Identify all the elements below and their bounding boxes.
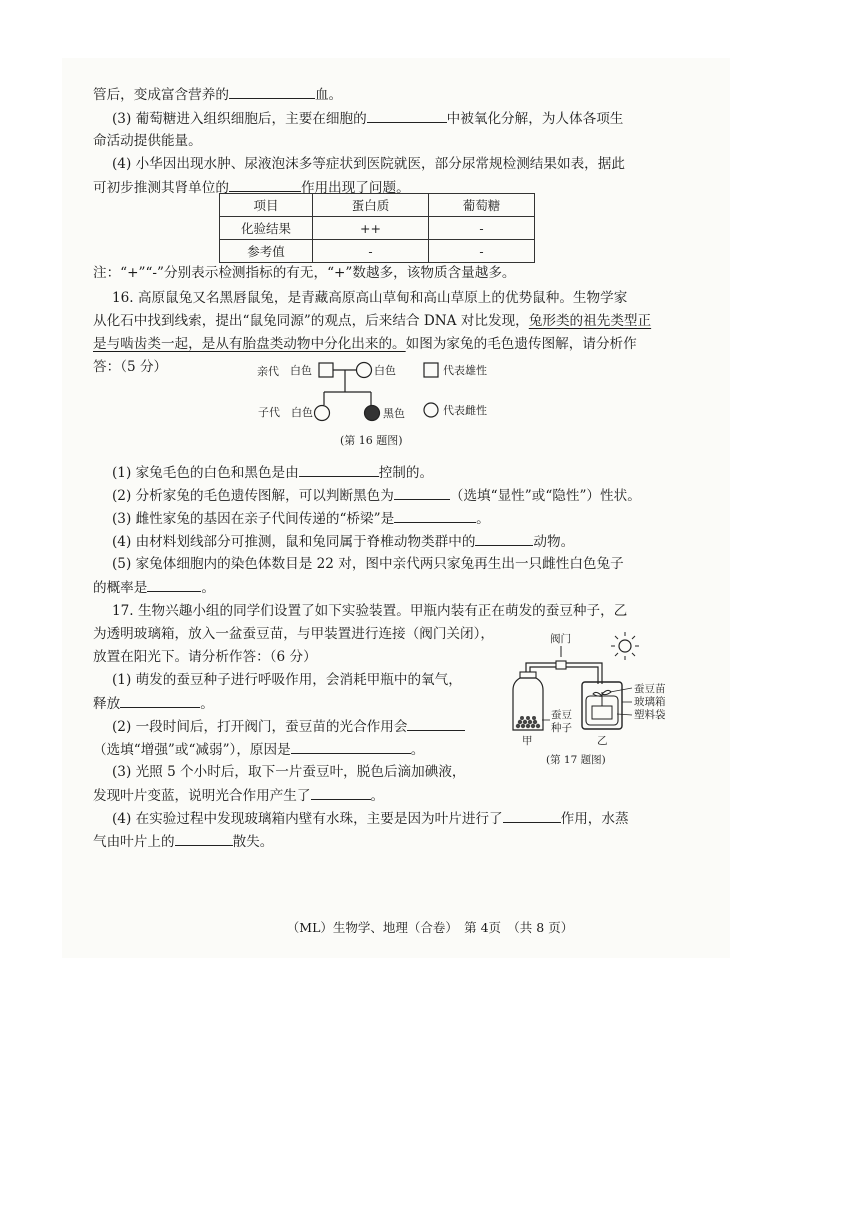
experiment-apparatus-figure [500, 630, 685, 770]
table-cell: ++ [313, 217, 429, 240]
q17-item-3-cont: 发现叶片变蓝，说明光合作用产生了 。 [93, 785, 384, 806]
seedling-label: 蚕豆苗 [634, 683, 666, 695]
rabbit-pedigree-figure [0, 0, 860, 460]
q15-item-3-cont: 命活动提供能量。 [93, 133, 202, 149]
table-cell: - [429, 217, 535, 240]
figure-17-caption: (第 17 题图) [546, 754, 606, 766]
page-footer: （ML）生物学、地理（合卷） 第 4页 （共 8 页） [286, 920, 574, 935]
sun-icon [611, 632, 639, 660]
q16-stem-4: 答：（5 分） [93, 359, 168, 375]
bean-seeds-icon [516, 716, 540, 728]
q17-item-3: (3) 光照 5 个小时后，取下一片蚕豆叶，脱色后滴加碘液， [112, 764, 466, 780]
parent-generation-label: 亲代 [257, 365, 279, 378]
q16-stem-2: 从化石中找到线索，提出“鼠兔同源”的观点，后来结合 DNA 对比发现，兔形类的祖先类型正 [93, 313, 652, 329]
seeds-label-1: 蚕豆 [551, 709, 572, 721]
seeds-label-2: 种子 [551, 722, 572, 734]
child-generation-label: 子代 [258, 406, 280, 419]
q15-item-4-cont: 可初步推测其肾单位的 作用出现了问题。 [93, 177, 410, 198]
q16-item-2: (2) 分析家兔的毛色遗传图解，可以判断黑色为 （选填“显性”或“隐性”）性状。 [112, 485, 641, 506]
legend-female-symbol [424, 403, 438, 417]
white-female-child-symbol [315, 406, 330, 421]
q15-item-4: (4) 小华因出现水肿、尿液泡沫多等症状到医院就医，部分尿常规检测结果如表，据此 [112, 156, 625, 172]
q17-item-4-cont: 气由叶片上的 散失。 [93, 831, 273, 852]
table-cell: - [429, 240, 535, 263]
table-cell: 参考值 [220, 240, 313, 263]
legend-male-label: 代表雄性 [443, 364, 487, 377]
q17-item-1-cont: 释放 。 [93, 693, 214, 714]
q15-item-3: (3) 葡萄糖进入组织细胞后，主要在细胞的 中被氧化分解，为人体各项生 [112, 108, 623, 129]
mother-color-label: 白色 [374, 364, 396, 377]
q15-line-blood: 管后，变成富含营养的 血。 [93, 84, 342, 105]
glass-box-yi [582, 682, 622, 729]
q17-item-2-cont: （选填“增强”或“减弱”），原因是 。 [93, 739, 424, 760]
q15-note: 注：“+”“-”分别表示检测指标的有无，“+”数越多，该物质含量越多。 [93, 265, 516, 281]
q17-stem-1: 17. 生物兴趣小组的同学们设置了如下实验装置。甲瓶内装有正在萌发的蚕豆种子，乙 [112, 603, 628, 619]
table-header: 葡萄糖 [429, 194, 535, 217]
table-header: 蛋白质 [313, 194, 429, 217]
black-female-child-symbol [365, 406, 380, 421]
glass-box-label: 玻璃箱 [634, 696, 666, 708]
female-parent-symbol [357, 363, 372, 378]
jar-jia [513, 672, 543, 730]
child-black-label: 黑色 [383, 407, 405, 420]
q16-stem-3: 是与啮齿类一起，是从有胎盘类动物中分化出来的。如图为家兔的毛色遗传图解，请分析作 [93, 336, 637, 352]
bean-seedling-icon [593, 690, 611, 706]
legend-male-symbol [424, 363, 438, 377]
q16-stem-1: 16. 高原鼠兔又名黑唇鼠兔，是青藏高原高山草甸和高山草原上的优势鼠种。生物学家 [112, 290, 628, 306]
q16-item-5-cont: 的概率是 。 [93, 577, 215, 598]
legend-female-label: 代表雌性 [443, 404, 487, 417]
valve-symbol [556, 661, 566, 669]
q17-item-4: (4) 在实验过程中发现玻璃箱内壁有水珠，主要是因为叶片进行了 作用，水蒸 [112, 808, 629, 829]
q17-item-2: (2) 一段时间后，打开阀门，蚕豆苗的光合作用会 [112, 716, 465, 737]
q16-item-5: (5) 家兔体细胞内的染色体数目是 22 对，图中亲代两只家兔再生出一只雌性白色兔子 [112, 556, 624, 572]
q16-item-4: (4) 由材料划线部分可推测，鼠和兔同属于脊椎动物类群中的 动物。 [112, 531, 574, 552]
figure-16-caption: (第 16 题图) [340, 434, 403, 447]
table-header: 项目 [220, 194, 313, 217]
q17-item-1: (1) 萌发的蚕豆种子进行呼吸作用，会消耗甲瓶中的氧气， [112, 672, 462, 688]
q17-stem-2: 为透明玻璃箱，放入一盆蚕豆苗，与甲装置进行连接（阀门关闭）， [93, 626, 495, 642]
jar-jia-label: 甲 [522, 735, 533, 747]
box-yi-label: 乙 [597, 735, 608, 747]
table-cell: - [313, 240, 429, 263]
father-color-label: 白色 [290, 364, 312, 377]
q16-item-1: (1) 家兔毛色的白色和黑色是由 控制的。 [112, 462, 433, 483]
plastic-bag-label: 塑料袋 [634, 709, 666, 721]
valve-label: 阀门 [550, 633, 571, 645]
child-white-label: 白色 [291, 406, 313, 419]
q17-stem-3: 放置在阳光下。请分析作答：（6 分） [93, 649, 317, 665]
table-cell: 化验结果 [220, 217, 313, 240]
q16-item-3: (3) 雌性家兔的基因在亲子代间传递的“桥梁”是 。 [112, 508, 490, 529]
male-parent-symbol [319, 363, 333, 377]
